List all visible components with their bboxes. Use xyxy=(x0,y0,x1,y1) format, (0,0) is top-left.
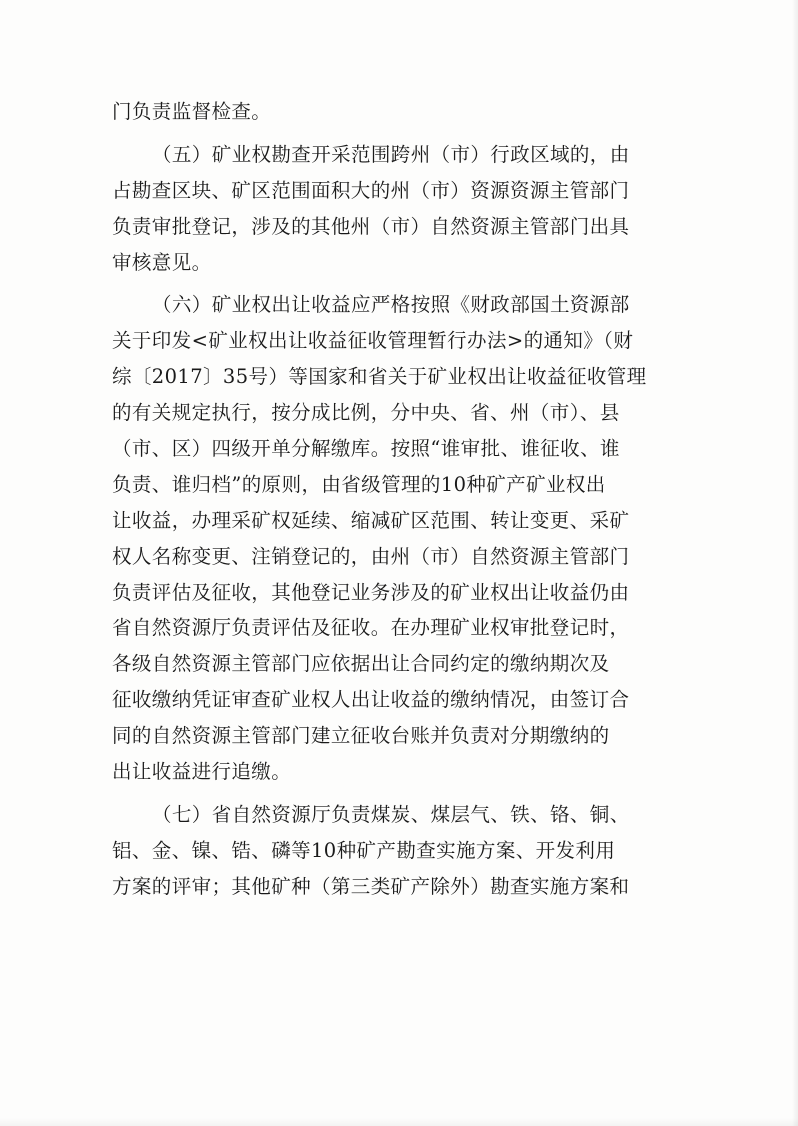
text-line: 方案的评审；其他矿种（第三类矿产除外）勘查实施方案和 xyxy=(112,874,630,898)
text-line: 省自然资源厅负责评估及征收。在办理矿业权审批登记时， xyxy=(112,616,630,640)
text-line: 负责、谁归档”的原则，由省级管理的10种矿产矿业权出 xyxy=(112,472,606,496)
paragraph-section-seven xyxy=(112,797,680,905)
text-line: 铝、金、镍、锆、磷等10种矿产勘查实施方案、开发利用 xyxy=(112,838,616,862)
text-line: （六）矿业权出让收益应严格按照《财政部国土资源部 xyxy=(152,293,630,317)
text-line: 门负责监督检查。 xyxy=(112,100,272,123)
text-line: 征收缴纳凭证审查矿业权人出让收益的缴纳情况，由签订合 xyxy=(112,688,630,712)
paragraph-gap xyxy=(112,280,680,287)
text-line: 关于印发<矿业权出让收益征收管理暂行办法>的通知》（财 xyxy=(112,329,634,353)
text-line: 让收益，办理采矿权延续、缩减矿区范围、转让变更、采矿 xyxy=(112,508,630,532)
text-line: （市、区）四级开单分解缴库。按照“谁审批、谁征收、谁 xyxy=(112,437,620,461)
text-line: 同的自然资源主管部门建立征收台账并负责对分期缴纳的 xyxy=(112,724,610,748)
paragraph-gap xyxy=(112,130,680,137)
paragraph-section-six xyxy=(112,287,680,789)
page-edge-shadow-bottom xyxy=(0,1118,798,1126)
text-line: 负责评估及征收，其他登记业务涉及的矿业权出让收益仍由 xyxy=(112,580,630,604)
text-line: （七）省自然资源厅负责煤炭、煤层气、铁、铬、铜、 xyxy=(152,802,630,826)
text-line: 权人名称变更、注销登记的，由州（市）自然资源主管部门 xyxy=(112,544,630,568)
text-line: 审核意见。 xyxy=(112,250,212,274)
paragraph-continued xyxy=(112,94,680,130)
paragraph-gap xyxy=(112,790,680,797)
text-line: 的有关规定执行，按分成比例，分中央、省、州（市）、县 xyxy=(112,401,620,425)
text-line: 负责审批登记，涉及的其他州（市）自然资源主管部门出具 xyxy=(112,214,630,238)
text-line: 综〔2017〕35号）等国家和省关于矿业权出让收益征收管理 xyxy=(112,365,647,389)
body-text xyxy=(112,94,680,905)
page-edge-shadow-right xyxy=(792,0,798,1126)
text-line: （五）矿业权勘查开采范围跨州（市）行政区域的，由 xyxy=(152,142,630,166)
text-line: 出让收益进行追缴。 xyxy=(112,760,292,784)
text-line: 各级自然资源主管部门应依据出让合同约定的缴纳期次及 xyxy=(112,652,610,676)
text-line: 占勘查区块、矿区范围面积大的州（市）资源资源主管部门 xyxy=(112,178,630,202)
paragraph-section-five xyxy=(112,137,680,281)
